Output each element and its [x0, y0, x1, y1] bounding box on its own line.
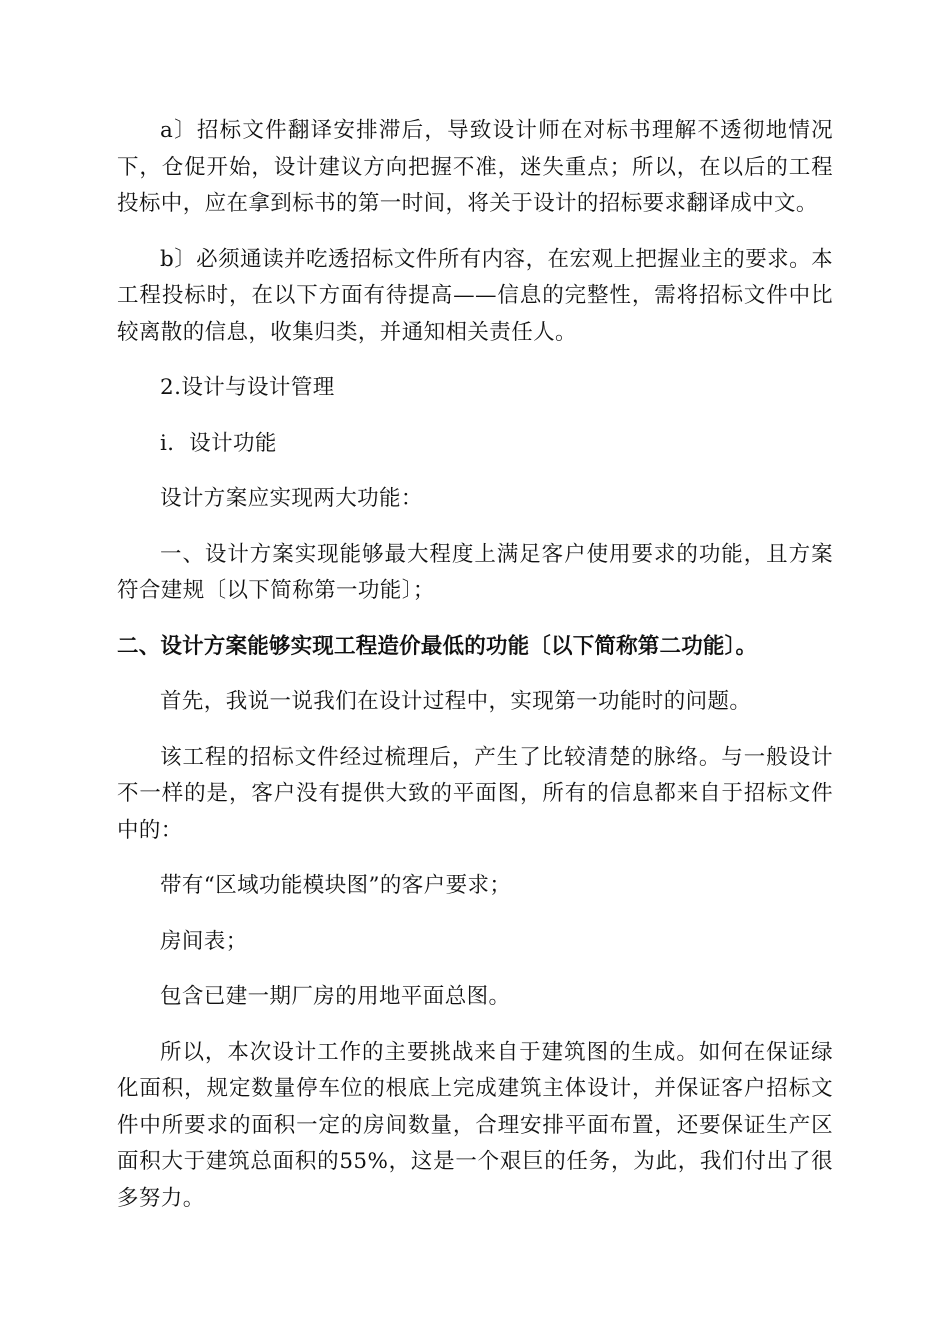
- paragraph-tender-context: 该工程的招标文件经过梳理后，产生了比较清楚的脉络。与一般设计不一样的是，客户没有提供大致的平面图，所有的信息都来自于招标文件中的：: [117, 744, 833, 843]
- paragraph-design-challenge: 所以，本次设计工作的主要挑战来自于建筑图的生成。如何在保证绿化面积，规定数量停车位的根底上完成建筑主体设计，并保证客户招标文件中所要求的面积一定的房间数量，合理安排平面布置，还要保证生产区面积大于建筑总面积的55%，这是一个艰巨的任务，为此，我们付出了很多努力。: [117, 1039, 833, 1211]
- list-item-site-plan: 包含已建一期厂房的用地平面总图。: [160, 984, 511, 1009]
- list-item-client-requirements: 带有“区域功能模块图”的客户要求；: [160, 873, 512, 898]
- section-heading: 2.设计与设计管理: [160, 375, 335, 400]
- subsection-heading: i．设计功能: [160, 430, 277, 456]
- paragraph-function-one: 一、设计方案实现能够最大程度上满足客户使用要求的功能，且方案符合建规〔以下简称第一功能〕；: [117, 541, 833, 603]
- paragraph-functions-intro: 设计方案应实现两大功能：: [160, 486, 423, 511]
- paragraph-a: a〕招标文件翻译安排滞后，导致设计师在对标书理解不透彻地情况下，仓促开始，设计建议方向把握不准，迷失重点；所以，在以后的工程投标中，应在拿到标书的第一时间，将关于设计的招标要求翻译成中文。: [117, 118, 833, 216]
- list-item-room-table: 房间表；: [160, 928, 248, 954]
- paragraph-b: b〕必须通读并吃透招标文件所有内容，在宏观上把握业主的要求。本工程投标时，在以下方面有待提高——信息的完整性，需将招标文件中比较离散的信息，收集归类，并通知相关责任人。: [117, 246, 833, 345]
- paragraph-first-function-issues: 首先，我说一说我们在设计过程中，实现第一功能时的问题。: [160, 689, 752, 714]
- document-body: [117, 113, 833, 1236]
- paragraph-function-two: 二、设计方案能够实现工程造价最低的功能〔以下简称第二功能〕。: [117, 633, 758, 659]
